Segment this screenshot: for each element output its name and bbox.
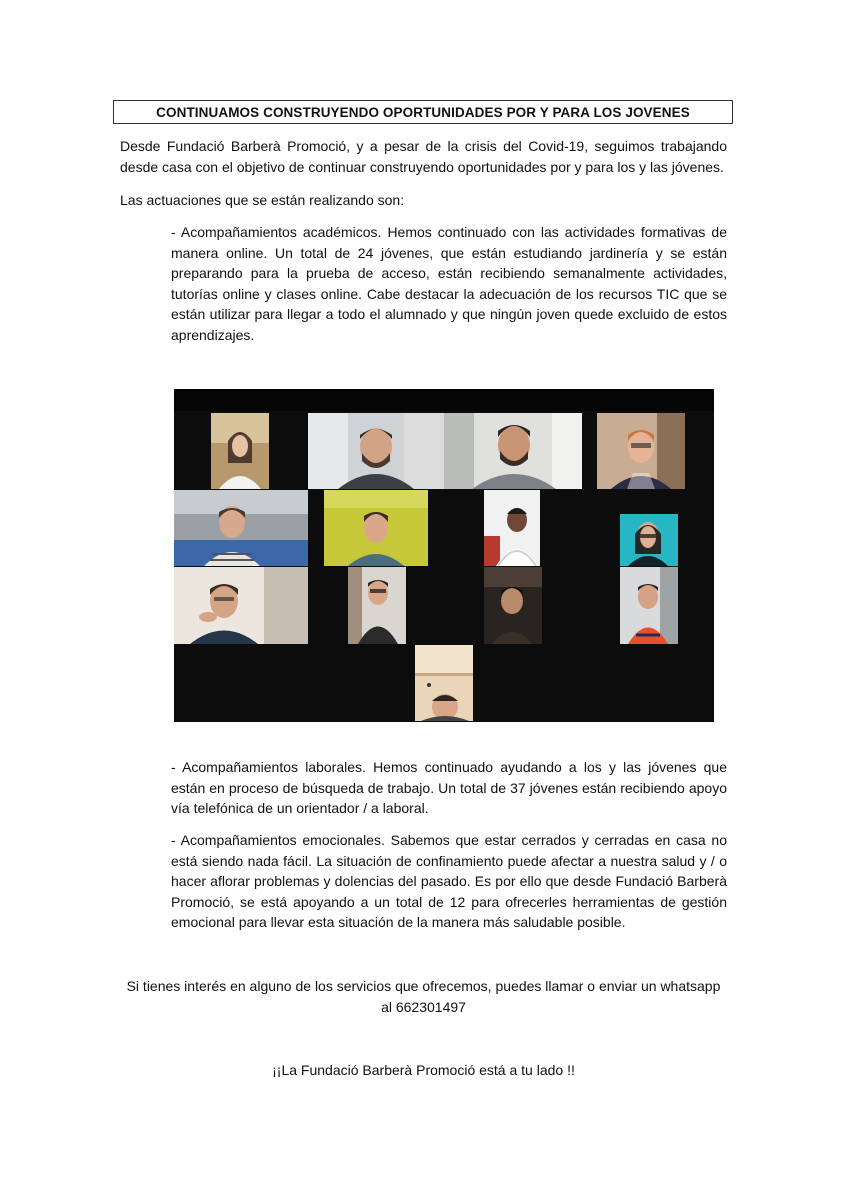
call-top-bar bbox=[174, 389, 714, 411]
participant-tile-12 bbox=[620, 567, 678, 644]
participant-tile-3 bbox=[444, 413, 582, 489]
participant-tile-1 bbox=[211, 413, 269, 489]
video-call-screenshot bbox=[174, 389, 714, 722]
closing-line: ¡¡La Fundació Barberà Promoció está a tu lado !! bbox=[272, 1062, 575, 1078]
participant-tile-9 bbox=[174, 567, 308, 644]
participant-tile-6 bbox=[324, 490, 428, 566]
list-label: Las actuaciones que se están realizando son: bbox=[120, 192, 405, 208]
participant-tile-8 bbox=[620, 514, 678, 566]
emotional-support-item: - Acompañamientos emocionales. Sabemos que estar cerrados y cerradas en casa no está siendo nada fácil. La situación de confinamiento puede afectar a nuestra salud y / o hacer aflorar problemas y dolencias del pasado. Es por ello que desde Fundació Barberà Promoció, se está apoyando a un total de 12 para ofrecerles herramientas de gestión emocional para llevar esta situación de la manera más saludable posible. bbox=[171, 832, 727, 930]
contact-line-2: al 662301497 bbox=[381, 998, 466, 1015]
contact-paragraph bbox=[120, 976, 727, 1017]
participant-tile-4 bbox=[597, 413, 685, 489]
participant-tile-7 bbox=[484, 490, 540, 566]
intro-paragraph: Desde Fundació Barberà Promoció, y a pesar de la crisis del Covid-19, seguimos trabajando desde casa con el objetivo de continuar construyendo oportunidades por y para los y las jóvenes. bbox=[120, 138, 727, 175]
participant-tile-11 bbox=[484, 567, 542, 644]
participant-tile-2 bbox=[308, 413, 444, 489]
participant-tile-13 bbox=[415, 645, 473, 721]
academic-support-item: - Acompañamientos académicos. Hemos continuado con las actividades formativas de manera online. Un total de 24 jóvenes, que están estudiando jardinería y se están preparando para la prueba de acceso, están recibiendo semanalmente actividades, tutorías online y clases online. Cabe destacar la adecuación de los recursos TIC que se están utilizar para llegar a todo el alumnado y que ningún joven quede excluido de estos aprendizajes. bbox=[171, 224, 727, 343]
page-title-text: CONTINUAMOS CONSTRUYENDO OPORTUNIDADES POR Y PARA LOS JOVENES bbox=[156, 104, 690, 120]
participant-tile-5 bbox=[174, 490, 308, 566]
participant-tile-10 bbox=[348, 567, 406, 644]
employment-support-item: - Acompañamientos laborales. Hemos continuado ayudando a los y las jóvenes que están en proceso de búsqueda de trabajo. Un total de 37 jóvenes están recibiendo apoyo vía telefónica de un orientador / a laboral. bbox=[171, 759, 727, 816]
contact-line-1: Si tienes interés en alguno de los servicios que ofrecemos, puedes llamar o enviar un whatsapp bbox=[126, 978, 721, 994]
page-title bbox=[113, 100, 733, 124]
